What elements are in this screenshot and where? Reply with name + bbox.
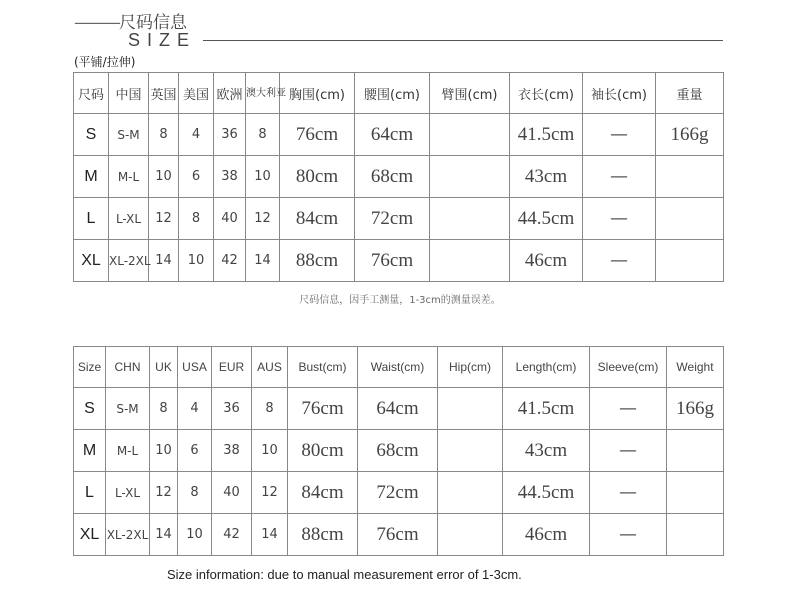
cell-size: XL	[74, 514, 106, 556]
cell-aus: 14	[246, 240, 280, 282]
cell-bust: 84cm	[280, 198, 355, 240]
cell-size: L	[74, 472, 106, 514]
cell-size: L	[74, 198, 109, 240]
cell-aus: 8	[246, 114, 280, 156]
cell-eur: 42	[214, 240, 246, 282]
cell-length: 41.5cm	[503, 388, 590, 430]
cell-bust: 80cm	[280, 156, 355, 198]
size-title-en: SIZE	[128, 30, 197, 50]
header-weight: Weight	[667, 347, 724, 388]
cell-eur: 38	[212, 430, 252, 472]
header-aus: AUS	[252, 347, 288, 388]
table-row	[74, 514, 724, 556]
cell-sleeve: —	[583, 240, 656, 282]
cell-uk: 10	[149, 156, 179, 198]
cell-bust: 88cm	[280, 240, 355, 282]
table-row	[74, 430, 724, 472]
cell-usa: 8	[179, 198, 214, 240]
header-usa: 美国	[179, 73, 214, 114]
cell-waist: 68cm	[355, 156, 430, 198]
table-row	[74, 472, 724, 514]
cell-usa: 10	[178, 514, 212, 556]
cell-uk: 10	[150, 430, 178, 472]
cell-bust: 76cm	[280, 114, 355, 156]
cell-length: 44.5cm	[510, 198, 583, 240]
cell-weight: 166g	[667, 388, 724, 430]
cell-size: XL	[74, 240, 109, 282]
header-length: Length(cm)	[503, 347, 590, 388]
table-row	[74, 156, 724, 198]
cell-length: 46cm	[503, 514, 590, 556]
cell-usa: 10	[179, 240, 214, 282]
cell-uk: 12	[149, 198, 179, 240]
cell-eur: 38	[214, 156, 246, 198]
cell-chn: S-M	[109, 114, 149, 156]
cell-hip	[430, 240, 510, 282]
cell-sleeve: —	[590, 514, 667, 556]
header-weight: 重量	[656, 73, 724, 114]
cell-hip	[438, 430, 503, 472]
cell-usa: 6	[179, 156, 214, 198]
cell-weight: 166g	[656, 114, 724, 156]
table-row	[74, 114, 724, 156]
cell-waist: 76cm	[355, 240, 430, 282]
cell-usa: 6	[178, 430, 212, 472]
cell-length: 44.5cm	[503, 472, 590, 514]
cell-hip	[430, 198, 510, 240]
cell-uk: 12	[150, 472, 178, 514]
table-row	[74, 388, 724, 430]
header-size: Size	[74, 347, 106, 388]
header-size: 尺码	[74, 73, 109, 114]
caption-en: Size information: due to manual measurement error of 1-3cm.	[167, 567, 522, 582]
measure-note: (平铺/拉伸)	[74, 55, 136, 69]
cell-weight	[656, 240, 724, 282]
header-hip: Hip(cm)	[438, 347, 503, 388]
cell-weight	[667, 514, 724, 556]
header-aus: 澳大利亚	[246, 73, 280, 114]
cell-aus: 10	[252, 430, 288, 472]
cell-hip	[438, 514, 503, 556]
cell-length: 43cm	[510, 156, 583, 198]
cell-sleeve: —	[590, 472, 667, 514]
cell-uk: 14	[150, 514, 178, 556]
cell-waist: 72cm	[355, 198, 430, 240]
header-chn: CHN	[106, 347, 150, 388]
header-usa: USA	[178, 347, 212, 388]
cell-eur: 40	[212, 472, 252, 514]
cell-chn: S-M	[106, 388, 150, 430]
header-hip: 臂围(cm)	[430, 73, 510, 114]
cell-size: S	[74, 388, 106, 430]
cell-usa: 8	[178, 472, 212, 514]
cell-sleeve: —	[583, 114, 656, 156]
title-cn-text: 尺码信息	[119, 13, 187, 33]
header-sleeve: 袖长(cm)	[583, 73, 656, 114]
cell-waist: 68cm	[358, 430, 438, 472]
cell-hip	[438, 472, 503, 514]
cell-size: M	[74, 156, 109, 198]
header-bust: 胸围(cm)	[280, 73, 355, 114]
cell-waist: 64cm	[358, 388, 438, 430]
caption-cn: 尺码信息，因手工测量，1-3cm的测量误差。	[299, 295, 501, 306]
cell-chn: XL-2XL	[109, 240, 149, 282]
cell-aus: 12	[252, 472, 288, 514]
cell-length: 46cm	[510, 240, 583, 282]
title-divider	[203, 40, 723, 41]
header-eur: EUR	[212, 347, 252, 388]
size-table-en	[73, 346, 724, 556]
cell-size: M	[74, 430, 106, 472]
cell-weight	[667, 472, 724, 514]
cell-hip	[438, 388, 503, 430]
cell-aus: 12	[246, 198, 280, 240]
cell-size: S	[74, 114, 109, 156]
header-chn: 中国	[109, 73, 149, 114]
table-header-row	[74, 347, 724, 388]
header-bust: Bust(cm)	[288, 347, 358, 388]
cell-uk: 8	[149, 114, 179, 156]
cell-hip	[430, 156, 510, 198]
cell-chn: M-L	[106, 430, 150, 472]
cell-weight	[656, 156, 724, 198]
cell-uk: 14	[149, 240, 179, 282]
size-table-cn	[73, 72, 724, 282]
cell-bust: 76cm	[288, 388, 358, 430]
cell-chn: XL-2XL	[106, 514, 150, 556]
cell-sleeve: —	[590, 388, 667, 430]
cell-chn: L-XL	[109, 198, 149, 240]
cell-bust: 84cm	[288, 472, 358, 514]
cell-eur: 40	[214, 198, 246, 240]
cell-weight	[656, 198, 724, 240]
cell-waist: 72cm	[358, 472, 438, 514]
cell-sleeve: —	[583, 156, 656, 198]
cell-chn: L-XL	[106, 472, 150, 514]
title-dash: ———	[74, 13, 119, 33]
cell-bust: 88cm	[288, 514, 358, 556]
cell-sleeve: —	[583, 198, 656, 240]
cell-waist: 64cm	[355, 114, 430, 156]
cell-usa: 4	[179, 114, 214, 156]
header-uk: UK	[150, 347, 178, 388]
cell-eur: 42	[212, 514, 252, 556]
cell-sleeve: —	[590, 430, 667, 472]
header-length: 衣长(cm)	[510, 73, 583, 114]
header-uk: 英国	[149, 73, 179, 114]
cell-aus: 14	[252, 514, 288, 556]
cell-chn: M-L	[109, 156, 149, 198]
cell-hip	[430, 114, 510, 156]
cell-eur: 36	[214, 114, 246, 156]
table-row	[74, 198, 724, 240]
header-eur: 欧洲	[214, 73, 246, 114]
cell-length: 43cm	[503, 430, 590, 472]
cell-aus: 10	[246, 156, 280, 198]
table-row	[74, 240, 724, 282]
cell-eur: 36	[212, 388, 252, 430]
header-sleeve: Sleeve(cm)	[590, 347, 667, 388]
header-waist: Waist(cm)	[358, 347, 438, 388]
cell-usa: 4	[178, 388, 212, 430]
cell-length: 41.5cm	[510, 114, 583, 156]
cell-weight	[667, 430, 724, 472]
header-waist: 腰围(cm)	[355, 73, 430, 114]
cell-waist: 76cm	[358, 514, 438, 556]
cell-bust: 80cm	[288, 430, 358, 472]
cell-aus: 8	[252, 388, 288, 430]
table-header-row	[74, 73, 724, 114]
cell-uk: 8	[150, 388, 178, 430]
